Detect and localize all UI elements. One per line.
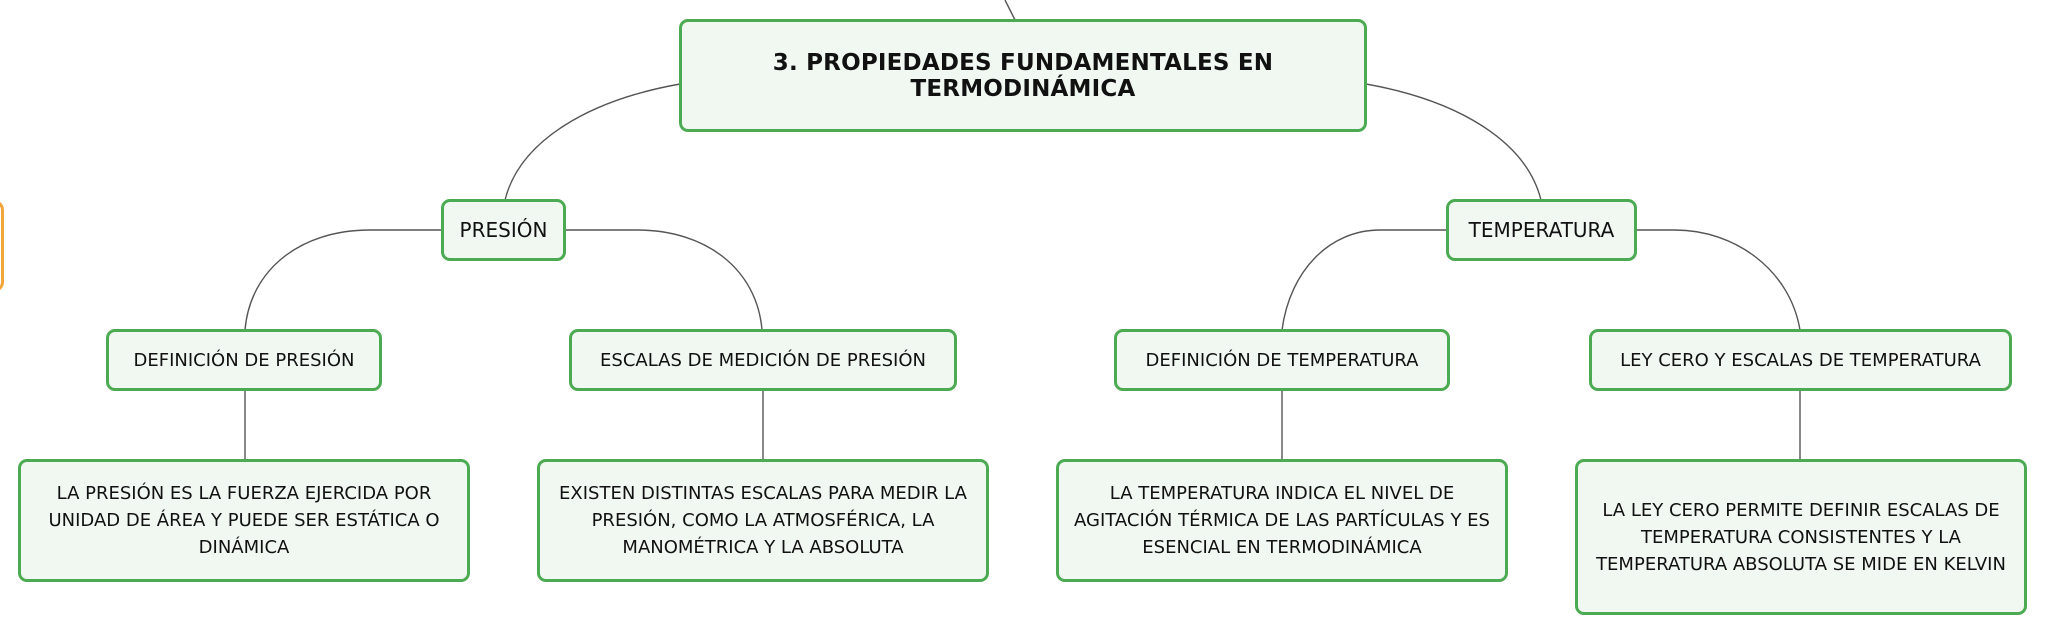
connector-root-to-temperatura [1366, 84, 1541, 200]
connector-temperatura-to-ley-cero [1636, 230, 1800, 330]
connector-root-to-presion [505, 84, 680, 200]
subtopic-definicion-temperatura[interactable] [1114, 329, 1450, 391]
detail-ley-cero[interactable] [1575, 459, 2027, 615]
detail-definicion-temperatura[interactable] [1056, 459, 1508, 582]
detail-text: EXISTEN DISTINTAS ESCALAS PARA MEDIR LA PRESIÓN, COMO LA ATMOSFÉRICA, LA MANOMÉTRICA Y LA ABSOLUTA [559, 483, 967, 558]
subtopic-label: LEY CERO Y ESCALAS DE TEMPERATURA [1620, 349, 1981, 371]
root-topic-label: 3. PROPIEDADES FUNDAMENTALES EN TERMODINÁMICA [772, 49, 1274, 102]
root-topic[interactable] [679, 19, 1367, 132]
connector-temperatura-to-definicion [1282, 230, 1447, 330]
collapsed-side-node[interactable] [0, 200, 4, 292]
topic-temperatura-label: TEMPERATURA [1468, 218, 1615, 242]
subtopic-label: DEFINICIÓN DE TEMPERATURA [1145, 349, 1419, 371]
detail-escalas-presion[interactable] [537, 459, 989, 582]
subtopic-label: DEFINICIÓN DE PRESIÓN [133, 349, 355, 371]
topic-presion-label: PRESIÓN [459, 218, 548, 242]
detail-text: LA TEMPERATURA INDICA EL NIVEL DE AGITACIÓN TÉRMICA DE LAS PARTÍCULAS Y ES ESENCIAL EN TERMODINÁMICA [1074, 483, 1490, 558]
topic-temperatura[interactable] [1446, 199, 1637, 261]
detail-text: LA PRESIÓN ES LA FUERZA EJERCIDA POR UNIDAD DE ÁREA Y PUEDE SER ESTÁTICA O DINÁMICA [48, 483, 440, 558]
connector-parent-to-root [1005, 0, 1015, 20]
detail-definicion-presion[interactable] [18, 459, 470, 582]
topic-presion[interactable] [441, 199, 566, 261]
connector-presion-to-escalas [565, 230, 762, 330]
subtopic-label: ESCALAS DE MEDICIÓN DE PRESIÓN [600, 349, 926, 371]
subtopic-escalas-presion[interactable] [569, 329, 957, 391]
subtopic-definicion-presion[interactable] [106, 329, 382, 391]
subtopic-ley-cero[interactable] [1589, 329, 2012, 391]
detail-text: LA LEY CERO PERMITE DEFINIR ESCALAS DE TEMPERATURA CONSISTENTES Y LA TEMPERATURA ABSOLUTA SE MIDE EN KELVIN [1596, 499, 2006, 575]
connector-presion-to-definicion [245, 230, 442, 330]
